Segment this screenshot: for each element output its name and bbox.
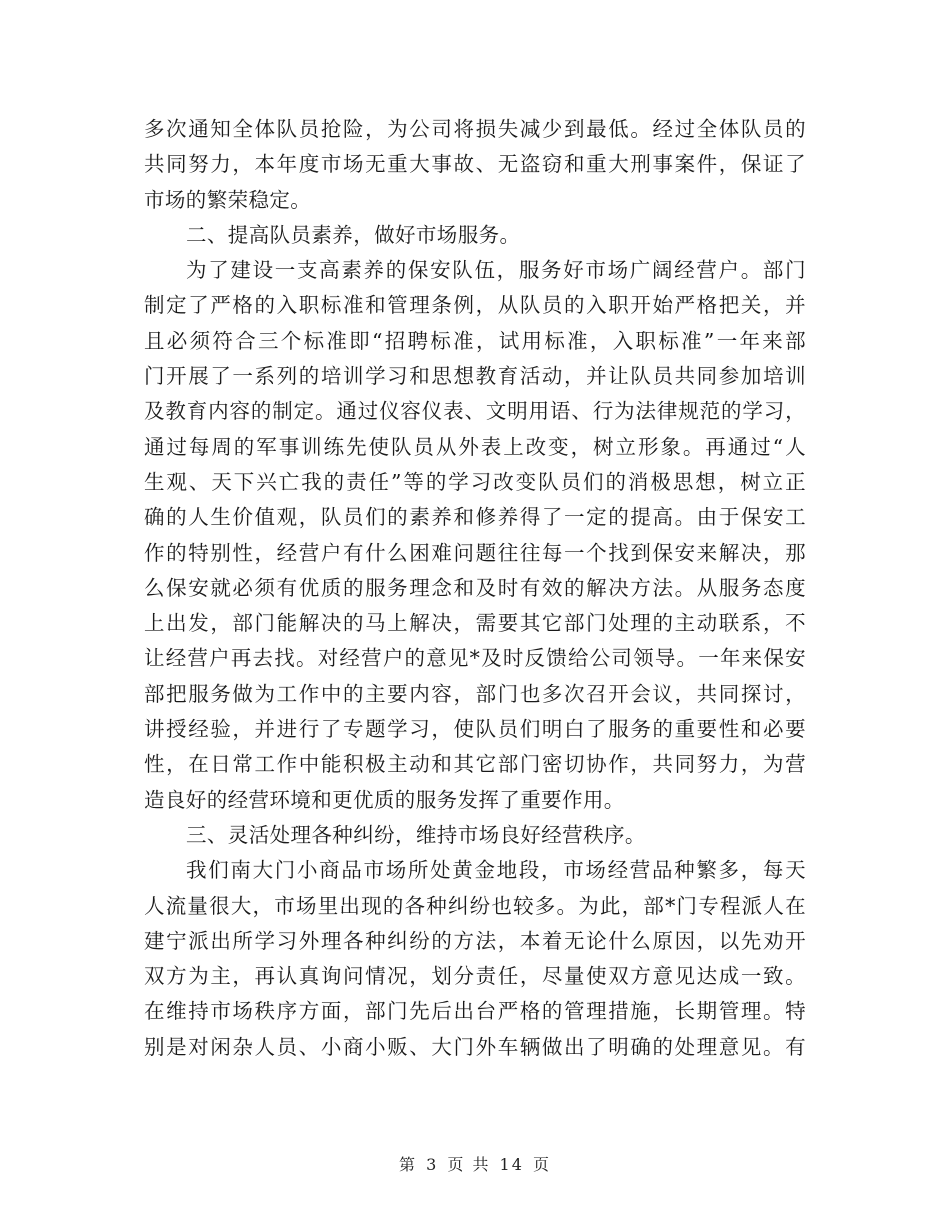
text-line: 通过每周的军事训练先使队员从外表上改变，树立形象。再通过“人: [144, 434, 806, 459]
text-line: 制定了严格的入职标准和管理条例，从队员的入职开始严格把关，并: [144, 293, 806, 318]
text-line: 门开展了一系列的培训学习和思想教育活动，并让队员共同参加培训: [144, 364, 806, 389]
text-line: 及教育内容的制定。通过仪容仪表、文明用语、行为法律规范的学习，: [144, 399, 806, 424]
text-line: 共同努力，本年度市场无重大事故、无盗窃和重大刑事案件，保证了: [144, 152, 806, 177]
text-line: 双方为主，再认真询问情况，划分责任，尽量使双方意见达成一致。: [144, 964, 806, 989]
text-line: 性，在日常工作中能积极主动和其它部门密切协作，共同努力，为营: [144, 752, 806, 777]
footer-total-pages: 14: [499, 1155, 524, 1174]
text-line: 生观、天下兴亡我的责任”等的学习改变队员们的消极思想，树立正: [144, 469, 806, 494]
text-line: 作的特别性，经营户有什么困难问题往往每一个找到保安来解决，那: [144, 540, 806, 565]
text-line: 为了建设一支高素养的保安队伍，服务好市场广阔经营户。部门: [186, 258, 806, 283]
text-line: 么保安就必须有优质的服务理念和及时有效的解决方法。从服务态度: [144, 575, 806, 600]
text-line: 讲授经验，并进行了专题学习，使队员们明白了服务的重要性和必要: [144, 717, 806, 742]
text-line: 上出发，部门能解决的马上解决，需要其它部门处理的主动联系，不: [144, 611, 806, 636]
document-body: [144, 112, 806, 1065]
text-line: 我们南大门小商品市场所处黄金地段，市场经营品种繁多，每天: [186, 858, 806, 883]
page-footer: [0, 1152, 950, 1175]
text-line: 市场的繁荣稳定。: [144, 187, 312, 212]
footer-suffix: 页: [533, 1155, 552, 1174]
text-line: 造良好的经营环境和更优质的服务发挥了重要作用。: [144, 787, 625, 812]
text-line: 部把服务做为工作中的主要内容，部门也多次召开会议，共同探讨，: [144, 681, 806, 706]
footer-prefix: 第: [398, 1155, 417, 1174]
text-line: 二、提高队员素养，做好市场服务。: [186, 222, 521, 247]
text-line: 别是对闲杂人员、小商小贩、大门外车辆做出了明确的处理意见。有: [144, 1034, 806, 1059]
text-line: 人流量很大，市场里出现的各种纠纷也较多。为此，部*门专程派人在: [144, 893, 806, 918]
text-line: 确的人生价值观，队员们的素养和修养得了一定的提高。由于保安工: [144, 505, 806, 530]
text-line: 多次通知全体队员抢险，为公司将损失减少到最低。经过全体队员的: [144, 117, 806, 141]
footer-middle: 页 共: [447, 1155, 491, 1174]
text-line: 且必须符合三个标准即“招聘标准，试用标准，入职标准”一年来部: [144, 328, 806, 353]
text-line: 在维持市场秩序方面，部门先后出台严格的管理措施，长期管理。特: [144, 999, 806, 1024]
text-line: 建宁派出所学习外理各种纠纷的方法，本着无论什么原因，以先劝开: [144, 928, 806, 953]
text-line: 让经营户再去找。对经营户的意见*及时反馈给公司领导。一年来保安: [144, 646, 806, 671]
text-line: 三、灵活处理各种纠纷，维持市场良好经营秩序。: [186, 822, 646, 847]
footer-page-number: 3: [426, 1155, 439, 1174]
